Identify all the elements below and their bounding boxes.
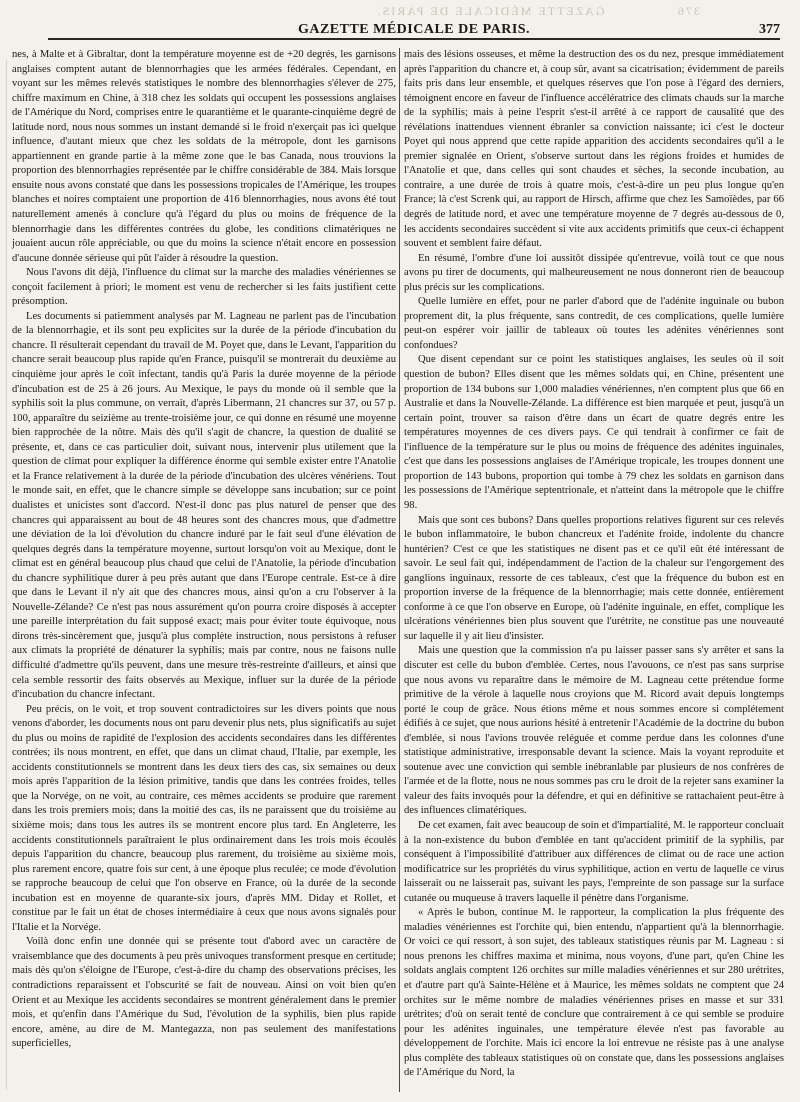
paragraph: Que disent cependant sur ce point les statistiques anglaises, les seules où il soit question de bubon? Elles disent que les mêmes soldats qui, en Chine, présentent une proportion de 134 bubons sur 1,000 maladies vénériennes, n'en comptent plus que 66 en Australie et dans la Nouvelle-Zélande. La différence est bien marquée et peut, jusqu'à un certain point, trouver sa raison d'être dans un écart de quatre degrés entre les températures moyennes de ces divers pays. Ce qui tendrait à confirmer ce fait de l'influence de la température sur le plus ou moins de fréquence des adénites inguinales, c'est que dans les possessions anglaises de l'Amérique tropicale, les troupes donnent une proportion de 143 bubons, proportion qui tombe à 79 chez les soldats en garnison dans les possessions de l'Amérique septentrionale, et n'atteint dans la métropole que le chiffre 98.	[404, 354, 784, 511]
paragraph: Mais une question que la commission n'a pu laisser passer sans s'y arrêter et sans la discuter est celle du bubon d'emblée. Certes, nous l'avouons, ce n'est pas sans surprise que nous avons vu reparaître dans le mémoire de M. Lagneau cette prétendue forme primitive de la vérole à laquelle nous croyions que M. Ricord avait depuis longtemps porté le coup de grâce. Nous étions même et nous sommes encore si complétement édifiés à ce sujet, que nous aurions hésité à entretenir l'Académie de la doctrine du bubon d'emblée, si nous l'avions trouvée reléguée et comme perdue dans les colonnes d'une statistique administrative, irresponsable devant la science. Mais la voyant reproduite et soutenue avec une conviction qui semble inébranlable par plusieurs de nos confrères de l'armée et de la flotte, nous ne nous sommes pas cru le droit de la rejeter sans examiner la valeur des faits invoqués pour la défendre, et qui en définitive se rattachaient peut-être à des influences climatériques.	[404, 645, 784, 817]
paragraph: nes, à Malte et à Gibraltar, dont la température moyenne est de +20 degrés, les garnisons anglaises comptent autant de blennorrhagies que les armées fédérales. Cependant, en voyant sur les mêmes relevés statistiques le nombre des blennorrhagies s'élever de 275, chiffre maximum en Chine, à 318 chez les soldats qui occupent les possessions anglaises de l'Amérique du Nord, comprises entre le quarantième et le quarante-cinquième degré de latitude nord, nous nous sommes un instant demandé si le froid n'exerçait pas ici quelque influence, d'autant mieux que chez les soldats de la métropole, dont les garnisons appartiennent en grande partie à la même zone que le bas Canada, nous trouvions la proportion des blennorrhagies représentée par le chiffre considérable de 384. Mais lorsque ensuite nous avons constaté que dans les possessions tropicales de l'Amérique, les troupes blanches et noires comptaient une proportion de 416 blennorrhagies, nous avons été tout naturellement amenés à conclure qu'à l'égard du plus ou moins de fréquence de la blennorrhagie dans les différentes contrées du globe, les conditions climatériques ne jouaient aucun rôle appréciable, ou que du moins la science n'était encore en possession d'aucune donnée sérieuse qui pût l'aider à résoudre la question.	[12, 49, 396, 264]
bleed-through-title: GAZETTE MÉDICALE DE PARIS.	[375, 4, 605, 18]
paragraph: Voilà donc enfin une donnée qui se présente tout d'abord avec un caractère de vraisemblance que des documents à peu près univoques transforment presque en certitude; mais dès qu'on s'éloigne de l'Europe, c'est-à-dire du champ des observations précises, les contradictions reparaissent et l'obscurité se fait de nouveau. Ainsi on voit bien qu'en Orient et au Mexique les accidents secondaires se montrent généralement dans le premier mois, et qu'enfin dans l'Amérique du Sud, l'évolution de la syphilis, bien plus rapide encore, amène, au dire de M. Mantegazza, non pas seulement des manifestations superficielles,	[12, 936, 396, 1050]
bleed-through-page-number: 376	[676, 4, 700, 18]
page-header	[48, 22, 780, 40]
right-column	[404, 48, 784, 1081]
column-divider	[399, 48, 400, 1092]
gutter-edge	[6, 60, 7, 1090]
paragraph: Quelle lumière en effet, pour ne parler d'abord que de l'adénite inguinale ou bubon proprement dit, la plus fréquente, sans contredit, de ces complications, quelle lumière peut-on espérer voir jaillir de tableaux où toutes les adénites vénériennes sont confondues?	[404, 296, 784, 351]
bleed-through-header	[280, 4, 700, 19]
left-column	[12, 48, 396, 1052]
paragraph: « Après le bubon, continue M. le rapporteur, la complication la plus fréquente des maladies vénériennes est l'orchite qui, bien entendu, n'appartient qu'à la blennorrhagie. Or voici ce qui ressort, à son sujet, des tableaux statistiques réunis par M. Lagneau : si nous prenons les chiffres maxima et minima, nous voyons, d'une part, qu'en Chine les soldats anglais comptent 126 orchites sur mille maladies vénériennes et sur 280 urétrites, et d'autre part qu'à Sainte-Hélène et à Maurice, les mêmes soldats ne comptent que 24 orchites sur le même nombre de maladies vénériennes prises en masse et sur 331 urétrites; d'où on serait tenté de conclure que contrairement à ce qui semble se produire pour les adénites inguinales, une température élevée n'est pas favorable au développement de l'orchite. Mais ici encore la loi entrevue ne résiste pas à une analyse plus complète des tableaux statistiques où on constate que, dans les possessions anglaises de l'Amérique du Nord, la	[404, 907, 784, 1079]
paragraph: Les documents si patiemment analysés par M. Lagneau ne parlent pas de l'incubation de la blennorrhagie, et ils sont peu explicites sur la durée de la période d'incubation du chancre. Il résulterait cependant du travail de M. Poyet que, dans le Levant, l'apparition du chancre serait beaucoup plus rapide qu'en France, puisqu'il se montrerait du deuxième au cinquième jour après le coït infectant, tandis qu'à Paris la durée moyenne de la période d'incubation est de 25 à 26 jours. Au Mexique, le pays du monde où il semble que la syphilis soit la plus commune, on verrait, d'après Libermann, 21 chancres sur 37, ou 57 p. 100, apparaître du seizième au trente-troisième jour, ce qui donne en résumé une moyenne bien rapprochée de la nôtre. Mais dès qu'il s'agit de chancre, la question de dualité se présente, et, dans ce cas particulier doit, suivant nous, intervenir plus utilement que la question de climat pour expliquer la différence énorme qui semble exister entre l'Anatolie et la France relativement à la durée de la période d'incubation des ulcères vénériens. Tout le monde sait, en effet, que le chancre simple se développe sans incubation; sur ce point dualistes et unicistes sont d'accord. N'est-il donc pas plus naturel de penser que des chancres qui apparaissent au bout de 48 heures sont des chancres mous, que d'admettre une déviation de la loi d'évolution du chancre induré par le fait seul d'une élévation de quelques degrés dans la température moyenne, surtout lorsqu'on voit au Mexique, dont le climat est en général beaucoup plus chaud que celui de l'Anatolie, la période d'incubation du chancre syphilitique durer à peu près autant que dans l'Europe centrale. Est-ce à dire que dans le Levant il n'y ait que des chancres mous, ainsi qu'on a cru l'observer à la Nouvelle-Zélande? Ce n'est pas nous assurément qu'on pourra croire disposés à accepter une pareille interprétation du fait supposé exact; mais pour éviter toute équivoque, nous dirons très-sincèrement que, jusqu'à plus complète instruction, nous persistons à refuser aux climats la propriété de dénaturer la syphilis; mais par contre, nous ne faisons nulle difficulté d'admettre qu'ils peuvent, dans une mesure très-restreinte d'ailleurs, et ainsi que cela semble ressortir des faits observés au Mexique, influer sur la durée de la période d'incubation du chancre infectant.	[12, 310, 396, 701]
paragraph: En résumé, l'ombre d'une loi aussitôt dissipée qu'entrevue, voilà tout ce que nous avons pu tirer de documents, qui malheureusement ne nous donneront rien de beaucoup plus précis sur les complications.	[404, 252, 784, 293]
paragraph: mais des lésions osseuses, et même la destruction des os du nez, presque immédiatement après l'apparition du chancre et, à coup sûr, avant sa cicatrisation; évidemment de pareils faits pris dans leur ensemble, et quelques réserves que l'on pose à l'égard des derniers, témoignent encore en faveur de l'influence accélératrice des climats chauds sur la marche de la syphilis; mais à peine l'esprit s'est-il arrêté à ce rapport de causalité que des révélations inattendues viennent ébranler sa conviction naissante; ici c'est le docteur Poyet qui nous apprend que cette rapide apparition des accidents secondaires qu'il a le premier signalée en Orient, s'observe surtout dans les régions froides et humides de l'Anatolie et que, dans celles qui sont chaudes et sèches, la seconde incubation, au contraire, a une durée de trois à quatre mois, c'est-à-dire un peu plus longue qu'en France; là c'est Screnk qui, au rapport de Hirsch, affirme que chez les Samoïèdes, par 66 degrés de latitude nord, et avec une température moyenne de 7 degrés au-dessous de 0, les accidents secondaires succèdent si vite aux accidents primitifs que ceux-ci échappent souvent et semblent faire défaut.	[404, 49, 784, 250]
paragraph: Nous l'avons dit déjà, l'influence du climat sur la marche des maladies vénériennes se conçoit facilement à priori; le moment est venu de rechercher si les faits justifient cette présomption.	[12, 267, 396, 308]
page-number: 377	[759, 22, 780, 37]
paragraph: Mais que sont ces bubons? Dans quelles proportions relatives figurent sur ces relevés le bubon inflammatoire, le bubon chancreux et l'adénite froide, indolente du chancre huntérien? C'est ce que les statistiques ne disent pas et ce qu'il eût été intéressant de savoir. Le seul fait qui, indépendamment de l'action de la chaleur sur l'engorgement des ganglions inguinaux, ressorte de ces tableaux, c'est que la fréquence du bubon est en proportion inverse de la fréquence de la blennorrhagie; mais cette donnée, entièrement conforme à ce que l'on observe en Europe, où l'adénite inguinale, en effet, complique les ulcérations vénériennes bien plus souvent que l'urétrite, ne constitue pas une nouveauté sur laquelle il y ait lieu d'insister.	[404, 514, 784, 642]
paragraph: De cet examen, fait avec beaucoup de soin et d'impartialité, M. le rapporteur concluait à la non-existence du bubon d'emblée en tant qu'accident primitif de la syphilis, par conséquent à l'impossibilité d'attribuer aux différences de climat ou de race une action modificatrice sur les propriétés du virus syphilitique, action en vertu de laquelle ce virus laisserait ou ne laisserait pas, suivant les pays, l'empreinte de son passage sur la surface cutanée ou muqueuse à travers laquelle il pénètre dans l'organisme.	[404, 819, 784, 904]
paragraph: Peu précis, on le voit, et trop souvent contradictoires sur les divers points que nous venons d'aborder, les documents nous ont paru devenir plus nets, plus significatifs au sujet du plus ou moins de rapidité de l'explosion des accidents secondaires dans les différentes contrées; ils nous montrent, en effet, que dans un climat chaud, l'Italie, par exemple, les accidents constitutionnels se montrent dans les deux tiers des cas, six semaines ou deux mois après l'apparition de la lésion primitive, tandis que dans les contrées froides, telles que la Norvége, on ne voit, au contraire, ces mêmes accidents se produire que rarement dans les trois premiers mois; dans la moitié des cas, ils ne paraissent que du troisième au sixième mois; dans tous les autres ils se montrent encore plus tard. En Angleterre, les accidents constitutionnels paraîtraient le plus ordinairement dans les trois mois écoulés depuis l'apparition du chancre, beaucoup plus rarement, du troisième au sixième mois, plus rarement encore, quatre fois sur cent, à une époque plus reculée; ce mode d'évolution se rapproche beaucoup de celui que l'on observe en France, où la durée de la seconde incubation est en moyenne de quarante-six jours, d'après MM. Diday et Rollet, et constitue par le fait un état de choses intermédiaire à ceux que nous avons signalés pour l'Italie et la Norvége.	[12, 703, 396, 933]
journal-title: GAZETTE MÉDICALE DE PARIS.	[297, 22, 531, 37]
